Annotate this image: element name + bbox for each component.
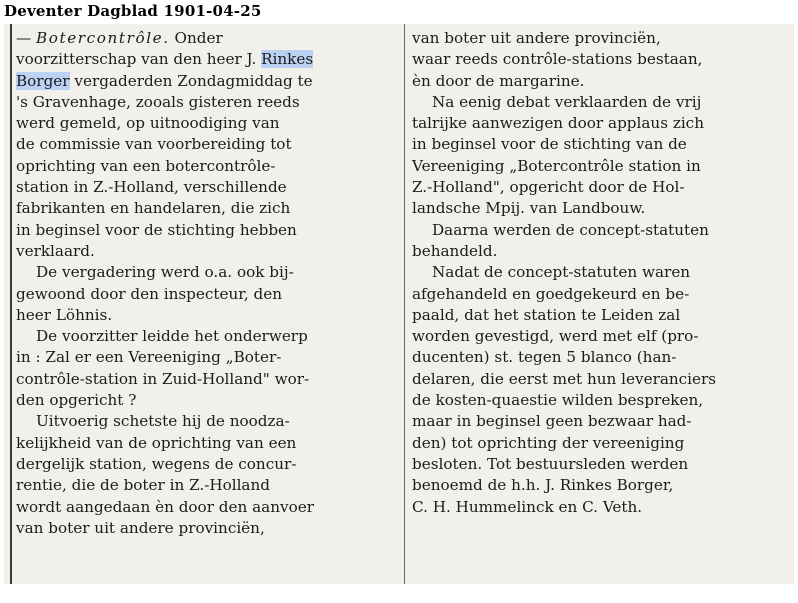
article-line: de commissie van voorbereiding tot — [16, 135, 292, 154]
article-line — [16, 71, 394, 92]
article-line: wordt aangedaan èn door den aanvoer — [16, 497, 314, 516]
article-line: afgehandeld en goedgekeurd en be- — [412, 284, 690, 303]
right-column — [412, 28, 788, 518]
article-line: C. H. Hummelinck en C. Veth. — [412, 497, 643, 516]
highlighted-name: Rinkes — [261, 50, 314, 69]
article-line: van boter uit andere provinciën, — [16, 518, 265, 537]
article-line: landsche Mpij. van Landbouw. — [412, 199, 646, 218]
article-line: oprichting van een botercontrôle- — [16, 156, 276, 175]
newspaper-clipping — [4, 24, 794, 584]
article-line: 's Gravenhage, zooals gisteren reeds — [16, 92, 300, 111]
article-line: in beginsel voor de stichting van de — [412, 135, 687, 154]
article-line: besloten. Tot bestuursleden werden — [412, 454, 689, 473]
article-line: fabrikanten en handelaren, die zich — [16, 199, 291, 218]
article-line: Daarna werden de concept-statuten — [432, 220, 709, 239]
left-column-rule — [10, 24, 12, 584]
article-line: Na eenig debat verklaarden de vrij — [432, 92, 702, 111]
article-line: in : Zal er een Vereeniging „Boter- — [16, 348, 282, 367]
article-line: de kosten-quaestie wilden bespreken, — [412, 391, 704, 410]
article-line: benoemd de h.h. J. Rinkes Borger, — [412, 476, 674, 495]
highlighted-name: Borger — [16, 71, 70, 90]
article-line: behandeld. — [412, 241, 498, 260]
article-line: De voorzitter leidde het onderwerp — [36, 327, 308, 346]
article-line: in beginsel voor de stichting hebben — [16, 220, 297, 239]
left-column — [16, 28, 394, 539]
article-line: den) tot oprichting der vereeniging — [412, 433, 685, 452]
line-text: voorzitterschap van den heer J. — [16, 50, 262, 69]
article-line: Nadat de concept-statuten waren — [432, 263, 691, 282]
article-line: gewoond door den inspecteur, den — [16, 284, 283, 303]
article-line: dergelijk station, wegens de concur- — [16, 454, 297, 473]
article-line: Uitvoerig schetste hij de noodza- — [36, 412, 290, 431]
article-line: delaren, die eerst met hun leveranciers — [412, 369, 717, 388]
dash: — — [16, 29, 37, 47]
article-line: verklaard. — [16, 241, 95, 260]
line-text: Onder — [169, 29, 223, 47]
article-line: contrôle-station in Zuid-Holland" wor- — [16, 369, 310, 388]
line-text: vergaderden Zondagmiddag te — [69, 71, 313, 90]
section-heading: Botercontrôle. — [36, 29, 170, 47]
article-line: kelijkheid van de oprichting van een — [16, 433, 297, 452]
article-line: waar reeds contrôle-stations bestaan, — [412, 50, 703, 69]
article-line: heer Löhnis. — [16, 305, 113, 324]
article-line: ducenten) st. tegen 5 blanco (han- — [412, 348, 677, 367]
article-line: station in Z.-Holland, verschillende — [16, 178, 287, 197]
article-line: èn door de margarine. — [412, 71, 585, 90]
article-line: den opgericht ? — [16, 391, 137, 410]
article-line — [16, 28, 394, 49]
article-line: worden gevestigd, werd met elf (pro- — [412, 327, 699, 346]
article-line: rentie, die de boter in Z.-Holland — [16, 476, 270, 495]
article-line: maar in beginsel geen bezwaar had- — [412, 412, 692, 431]
article-line: De vergadering werd o.a. ook bij- — [36, 263, 294, 282]
newspaper-title: Deventer Dagblad 1901-04-25 — [4, 2, 262, 20]
article-line: Vereeniging „Botercontrôle station in — [412, 156, 701, 175]
column-divider — [404, 24, 405, 584]
article-line: werd gemeld, op uitnoodiging van — [16, 114, 280, 133]
article-line: paald, dat het station te Leiden zal — [412, 305, 681, 324]
article-line: van boter uit andere provinciën, — [412, 29, 661, 47]
article-line: talrijke aanwezigen door applaus zich — [412, 114, 704, 133]
article-line: Z.-Holland", opgericht door de Hol- — [412, 178, 685, 197]
article-line — [16, 49, 394, 70]
